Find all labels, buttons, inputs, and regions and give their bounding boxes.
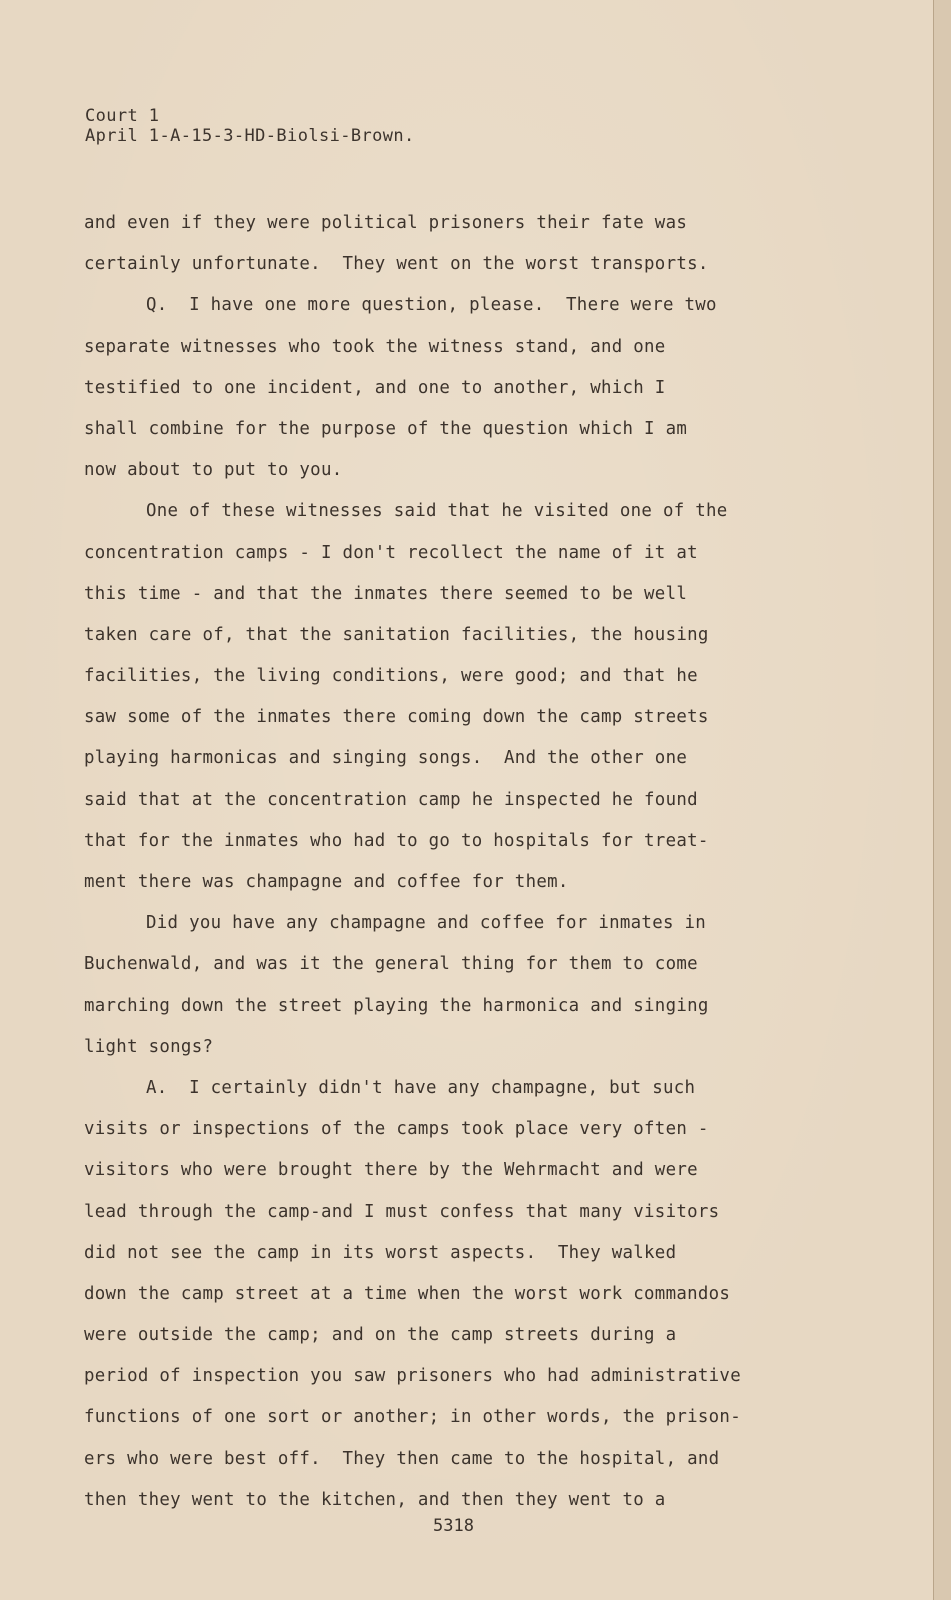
text-line: playing harmonicas and singing songs. And the other one xyxy=(84,748,688,769)
text-line: down the camp street at a time when the worst work commandos xyxy=(84,1283,731,1304)
text-line: did not see the camp in its worst aspects. They walked xyxy=(84,1242,677,1263)
text-line: concentration camps - I don't recollect the name of it at xyxy=(84,542,698,563)
transcript-body xyxy=(84,203,844,1521)
text-line: visits or inspections of the camps took place very often - xyxy=(84,1119,709,1140)
text-line: this time - and that the inmates there seemed to be well xyxy=(84,583,688,604)
court-label: Court 1 xyxy=(85,106,160,126)
text-line: now about to put to you. xyxy=(84,460,343,481)
session-reference: April 1-A-15-3-HD-Biolsi-Brown. xyxy=(85,126,415,146)
text-line: testified to one incident, and one to another, which I xyxy=(84,377,666,398)
text-line: A. I certainly didn't have any champagne, but such xyxy=(146,1077,696,1098)
text-line: and even if they were political prisoners their fate was xyxy=(84,213,688,233)
text-line: saw some of the inmates there coming down the camp streets xyxy=(84,707,709,728)
text-line: then they went to the kitchen, and then they went to a xyxy=(84,1489,666,1510)
text-line: Did you have any champagne and coffee for inmates in xyxy=(146,913,707,934)
text-line: that for the inmates who had to go to hospitals for treat- xyxy=(84,830,709,851)
text-line: separate witnesses who took the witness stand, and one xyxy=(84,336,666,357)
text-line: Q. I have one more question, please. There were two xyxy=(146,295,717,316)
text-line: functions of one sort or another; in other words, the prison- xyxy=(84,1407,741,1428)
text-line: marching down the street playing the harmonica and singing xyxy=(84,995,709,1016)
document-header xyxy=(85,106,415,146)
text-line: Buchenwald, and was it the general thing for them to come xyxy=(84,954,698,975)
page-number: 5318 xyxy=(433,1516,474,1536)
page-edge xyxy=(933,0,951,1600)
text-line: shall combine for the purpose of the question which I am xyxy=(84,418,688,439)
text-line: lead through the camp-and I must confess that many visitors xyxy=(84,1201,720,1222)
text-line: facilities, the living conditions, were good; and that he xyxy=(84,666,698,687)
text-line: light songs? xyxy=(84,1036,214,1057)
text-line: One of these witnesses said that he visited one of the xyxy=(146,501,728,522)
text-line: visitors who were brought there by the Wehrmacht and were xyxy=(84,1160,698,1181)
text-line: ment there was champagne and coffee for them. xyxy=(84,872,569,892)
text-line: certainly unfortunate. They went on the worst transports. xyxy=(84,254,709,275)
text-line: period of inspection you saw prisoners who had administrative xyxy=(84,1366,741,1387)
text-line: ers who were best off. They then came to the hospital, and xyxy=(84,1448,720,1469)
text-line: said that at the concentration camp he inspected he found xyxy=(84,789,698,810)
text-line: were outside the camp; and on the camp streets during a xyxy=(84,1325,677,1346)
text-line: taken care of, that the sanitation facilities, the housing xyxy=(84,624,709,645)
